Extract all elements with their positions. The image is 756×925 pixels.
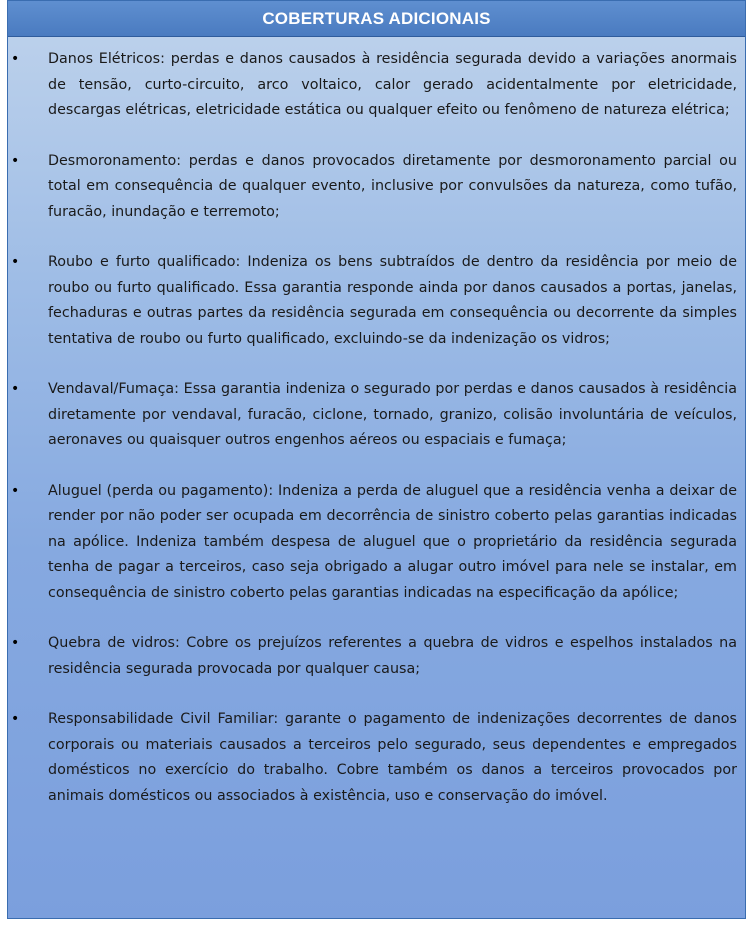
list-item: [8, 631, 737, 682]
list-item-text: Vendaval/Fumaça: Essa garantia indeniza o segurado por perdas e danos causados à residência diretamente por vendaval, furacão, ciclone, tornado, granizo, colisão involuntária de veículos, aeronaves ou quaisquer outros engenhos aéreos ou espaciais e fumaça;: [48, 381, 737, 448]
list-item-text: Responsabilidade Civil Familiar: garante o pagamento de indenizações decorrentes de danos corporais ou materiais causados a terceiros pelo segurado, seus dependentes e empregados domésticos no exercício do trabalho. Cobre também os danos a terceiros provocados por animais domésticos ou associados à existência, uso e conservação do imóvel.: [48, 711, 737, 804]
header-bar: [8, 1, 745, 37]
list-item-text: Roubo e furto qualificado: Indeniza os bens subtraídos de dentro da residência por meio de roubo ou furto qualificado. Essa garantia responde ainda por danos causados a portas, janelas, fechaduras e outras partes da residência segurada em consequência ou decorrente da simples tentativa de roubo ou furto qualificado, excluindo-se da indenização os vidros;: [48, 254, 737, 347]
bullet-icon: •: [11, 482, 20, 499]
list-item: [8, 149, 737, 226]
list-item: [8, 479, 737, 607]
list-item-text: Quebra de vidros: Cobre os prejuízos referentes a quebra de vidros e espelhos instalados na residência segurada provocada por qualquer causa;: [48, 635, 737, 677]
bullet-icon: •: [11, 152, 20, 169]
list-item: [8, 250, 737, 352]
bullet-icon: •: [11, 254, 20, 270]
list-item-text: Aluguel (perda ou pagamento): Indeniza a perda de aluguel que a residência venha a deixar de render por não poder ser ocupada em decorrência de sinistro coberto pelas garantias indicadas na apólice. Indeniza também despesa de aluguel que o proprietário da residência segurada tenha de pagar a terceiros, caso seja obrigado a alugar outro imóvel para nele se instalar, em consequência de sinistro coberto pelas garantias indicadas na especificação da apólice;: [48, 482, 737, 601]
bullet-icon: •: [11, 711, 20, 727]
page-title: COBERTURAS ADICIONAIS: [262, 8, 491, 28]
bullet-icon: •: [11, 381, 20, 397]
bullet-icon: •: [11, 635, 20, 651]
coverage-box: [7, 0, 746, 919]
list-item-text: Danos Elétricos: perdas e danos causados à residência segurada devido a variações anormais de tensão, curto-circuito, arco voltaico, calor gerado acidentalmente por eletricidade, descargas elétricas, eletricidade estática ou qualquer efeito ou fenômeno de natureza elétrica;: [48, 51, 737, 118]
list-item: [8, 707, 737, 809]
list-item: [8, 47, 737, 124]
coverage-list: [8, 37, 745, 809]
bullet-icon: •: [11, 51, 20, 67]
list-item: [8, 377, 737, 454]
list-item-text: Desmoronamento: perdas e danos provocados diretamente por desmoronamento parcial ou total em consequência de qualquer evento, inclusive por convulsões da natureza, como tufão, furacão, inundação e terremoto;: [48, 152, 737, 220]
